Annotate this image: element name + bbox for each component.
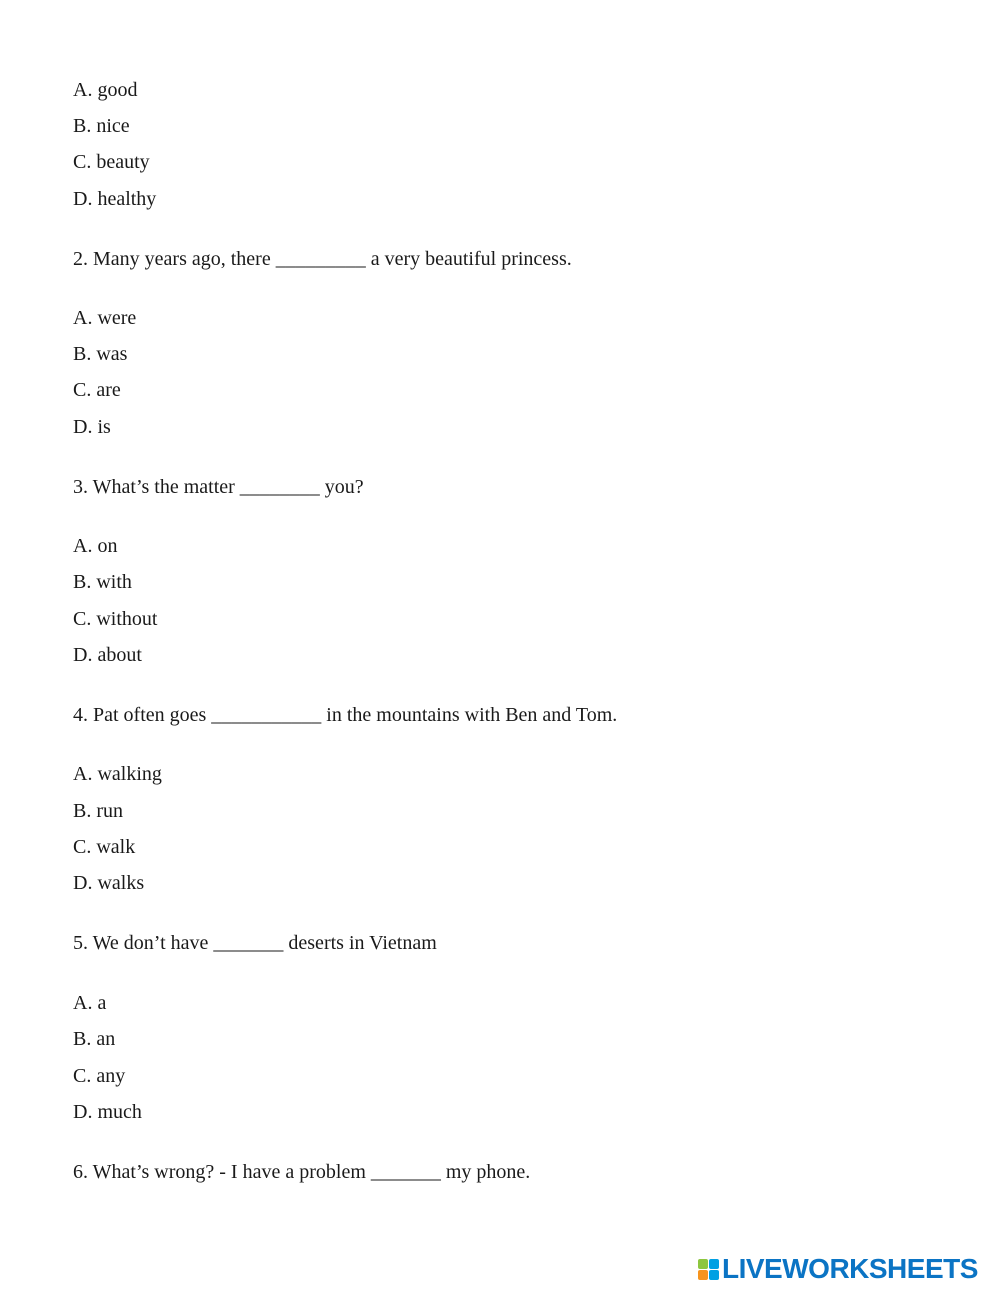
question-5: 5. We don’t have _______ deserts in Vietnam <box>73 932 437 954</box>
liveworksheets-logo-icon <box>698 1259 719 1280</box>
q4-option-b[interactable]: B. run <box>73 800 123 822</box>
q5-option-a[interactable]: A. a <box>73 992 107 1014</box>
question-4: 4. Pat often goes ___________ in the mountains with Ben and Tom. <box>73 704 618 726</box>
q3-option-b[interactable]: B. with <box>73 571 132 593</box>
q2-option-d[interactable]: D. is <box>73 416 111 438</box>
q2-option-a[interactable]: A. were <box>73 307 137 329</box>
q1-option-c[interactable]: C. beauty <box>73 151 150 173</box>
q2-option-b[interactable]: B. was <box>73 343 128 365</box>
q1-option-d[interactable]: D. healthy <box>73 188 157 210</box>
q5-option-b[interactable]: B. an <box>73 1028 116 1050</box>
q4-option-d[interactable]: D. walks <box>73 872 145 894</box>
question-6: 6. What’s wrong? - I have a problem _______ my phone. <box>73 1161 531 1183</box>
q4-option-a[interactable]: A. walking <box>73 763 162 785</box>
q3-option-c[interactable]: C. without <box>73 608 158 630</box>
q3-option-d[interactable]: D. about <box>73 644 142 666</box>
q5-option-d[interactable]: D. much <box>73 1101 142 1123</box>
question-3: 3. What’s the matter ________ you? <box>73 476 364 498</box>
liveworksheets-logo <box>698 1254 978 1284</box>
q3-option-a[interactable]: A. on <box>73 535 118 557</box>
question-2: 2. Many years ago, there _________ a very beautiful princess. <box>73 248 572 270</box>
q1-option-a[interactable]: A. good <box>73 79 138 101</box>
logo-text: LIVEWORKSHEETS <box>722 1253 978 1284</box>
q2-option-c[interactable]: C. are <box>73 379 121 401</box>
q5-option-c[interactable]: C. any <box>73 1065 126 1087</box>
q1-option-b[interactable]: B. nice <box>73 115 130 137</box>
q4-option-c[interactable]: C. walk <box>73 836 136 858</box>
